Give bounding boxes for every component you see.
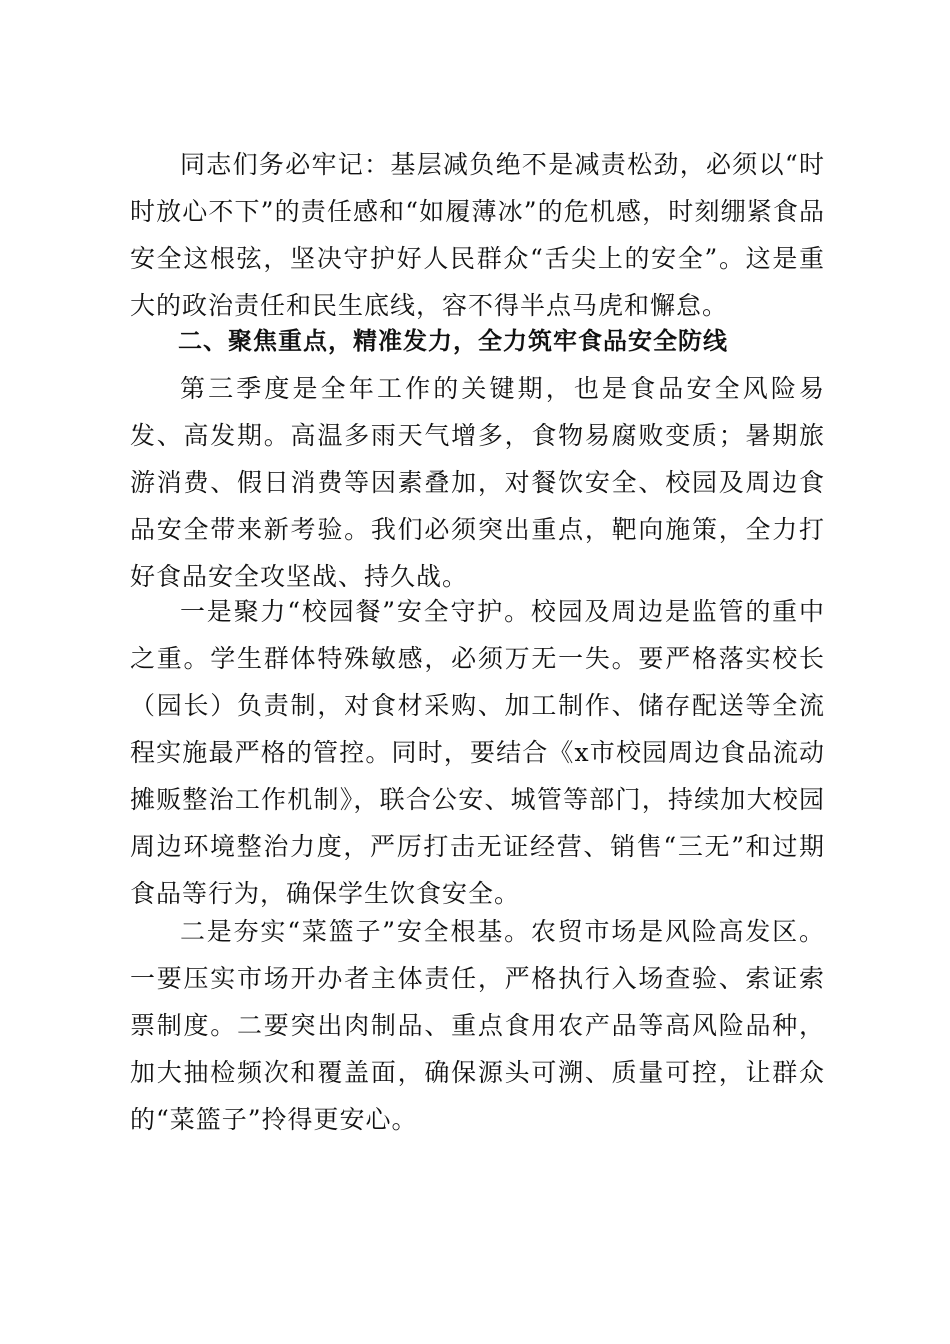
paragraph-text: 第三季度是全年工作的关键期，也是食品安全风险易发、高发期。高温多雨天气增多，食物易腐败变质；暑期旅游消费、假日消费等因素叠加，对餐饮安全、校园及周边食品安全带来新考验。我们必须突出重点，靶向施策，全力打好食品安全攻坚战、持久战。 — [130, 374, 825, 591]
paragraph-vegetable-basket — [130, 908, 825, 1143]
paragraph-text: 二是夯实“菜篮子”安全根基。农贸市场是风险高发区。一要压实市场开办者主体责任，严格执行入场查验、索证索票制度。二要突出肉制品、重点食用农产品等高风险品种，加大抽检频次和覆盖面，确保源头可溯、质量可控，让群众的“菜篮子”拎得更安心。 — [130, 917, 825, 1134]
paragraph-responsibility — [130, 141, 825, 329]
section-heading: 二、聚焦重点，精准发力，全力筑牢食品安全防线 — [178, 327, 728, 355]
paragraph-third-quarter — [130, 365, 825, 600]
paragraph-text: 一是聚力“校园餐”安全守护。校园及周边是监管的重中之重。学生群体特殊敏感，必须万无一失。要严格落实校长（园长）负责制，对食材采购、加工制作、储存配送等全流程实施最严格的管控。同时，要结合《x市校园周边食品流动摊贩整治工作机制》，联合公安、城管等部门，持续加大校园周边环境整治力度，严厉打击无证经营、销售“三无”和过期食品等行为，确保学生饮食安全。 — [130, 597, 825, 908]
paragraph-campus-food — [130, 588, 825, 917]
paragraph-text: 同志们务必牢记：基层减负绝不是减责松劲，必须以“时时放心不下”的责任感和“如履薄冰”的危机感，时刻绷紧食品安全这根弦，坚决守护好人民群众“舌尖上的安全”。这是重大的政治责任和民生底线，容不得半点马虎和懈怠。 — [130, 150, 825, 320]
